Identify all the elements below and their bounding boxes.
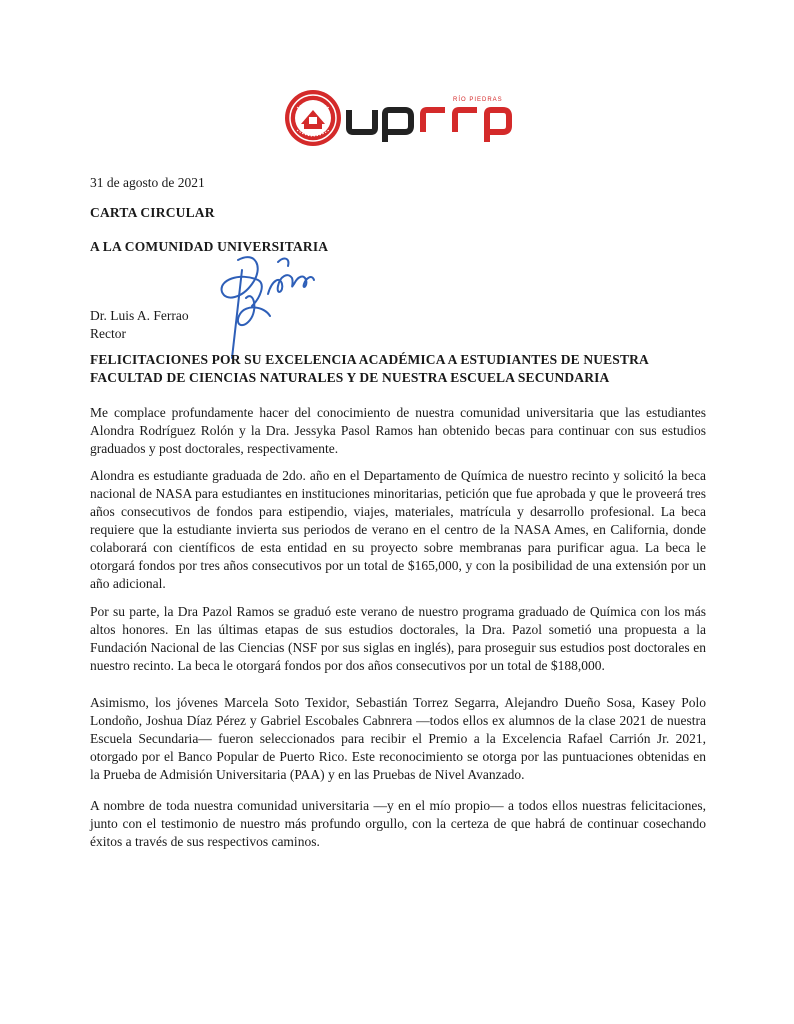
letter-date: 31 de agosto de 2021 [90, 175, 205, 190]
body-paragraph: Me complace profundamente hacer del conocimiento de nuestra comunidad universitaria que las estudiantes Alondra Rodríguez Rolón y la Dra. Jessyka Pasol Ramos han obtenido becas para continuar con sus estudios graduados y post doctorales, respectivamente. [90, 405, 706, 456]
document-type: CARTA CIRCULAR [90, 205, 215, 220]
svg-text:RÍO PIEDRAS: RÍO PIEDRAS [453, 97, 503, 103]
letter-subject: FELICITACIONES POR SU EXCELENCIA ACADÉMICA A ESTUDIANTES DE NUESTRA FACULTAD DE CIENCIAS NATURALES Y DE NUESTRA ESCUELA SECUNDARIA [90, 352, 649, 385]
signer-title: Rector [90, 326, 126, 341]
body-paragraph: Alondra es estudiante graduada de 2do. año en el Departamento de Química de nuestro recinto y solicitó la beca nacional de NASA para estudiantes en instituciones minoritarias, petición que fue aprobada y que le proveerá tres años consecutivos de fondos para estipendio, viajes, materiales, matrícula y desarrollo profesional. La beca requiere que la estudiante invierta sus periodos de verano en el centro de la NASA Ames, en California, donde colaborará con científicos de esta entidad en su proyecto sobre membranas para purificar agua. La beca le otorgará fondos por tres años consecutivos por un total de $165,000, y con la posibilidad de una extensión por un año adicional. [90, 468, 706, 591]
uprrp-wordmark [345, 92, 513, 144]
handwritten-signature [208, 250, 318, 362]
body-paragraph: Asimismo, los jóvenes Marcela Soto Texidor, Sebastián Torrez Segarra, Alejandro Dueño Sosa, Kasey Polo Londoño, Joshua Díaz Pérez y Gabriel Escobales Cabnrera —todos ellos ex alumnos de la clase 2021 de nuestra Escuela Secundaria— fueron seleccionados para recibir el Premio a la Excelencia Rafael Carrión Jr. 2021, otorgado por el Banco Popular de Puerto Rico. Este reconocimiento se otorga por las puntuaciones obtenidas en la Prueba de Admisión Universitaria (PAA) y en las Pruebas de Nivel Avanzado. [90, 695, 706, 782]
signer-name: Dr. Luis A. Ferrao [90, 308, 189, 323]
recipient-line: A LA COMUNIDAD UNIVERSITARIA [90, 239, 329, 254]
body-paragraph: Por su parte, la Dra Pazol Ramos se graduó este verano de nuestro programa graduado de Química con los más altos honores. En las últimas etapas de sus estudios doctorales, la Dra. Pazol sometió una propuesta a la Fundación Nacional de las Ciencias (NSF por sus siglas en inglés), para proseguir sus estudios post doctorales en nuestro recinto. La beca le otorgará fondos por dos años consecutivos por un total de $188,000. [90, 604, 706, 673]
letterhead [283, 88, 513, 148]
university-seal-icon [283, 88, 343, 148]
body-paragraph: A nombre de toda nuestra comunidad universitaria —y en el mío propio— a todos ellos nuestras felicitaciones, junto con el testimonio de nuestro más profundo orgullo, con la certeza de que habrá de continuar cosechando éxitos a través de sus respectivos caminos. [90, 798, 706, 849]
signer-block [90, 307, 189, 343]
